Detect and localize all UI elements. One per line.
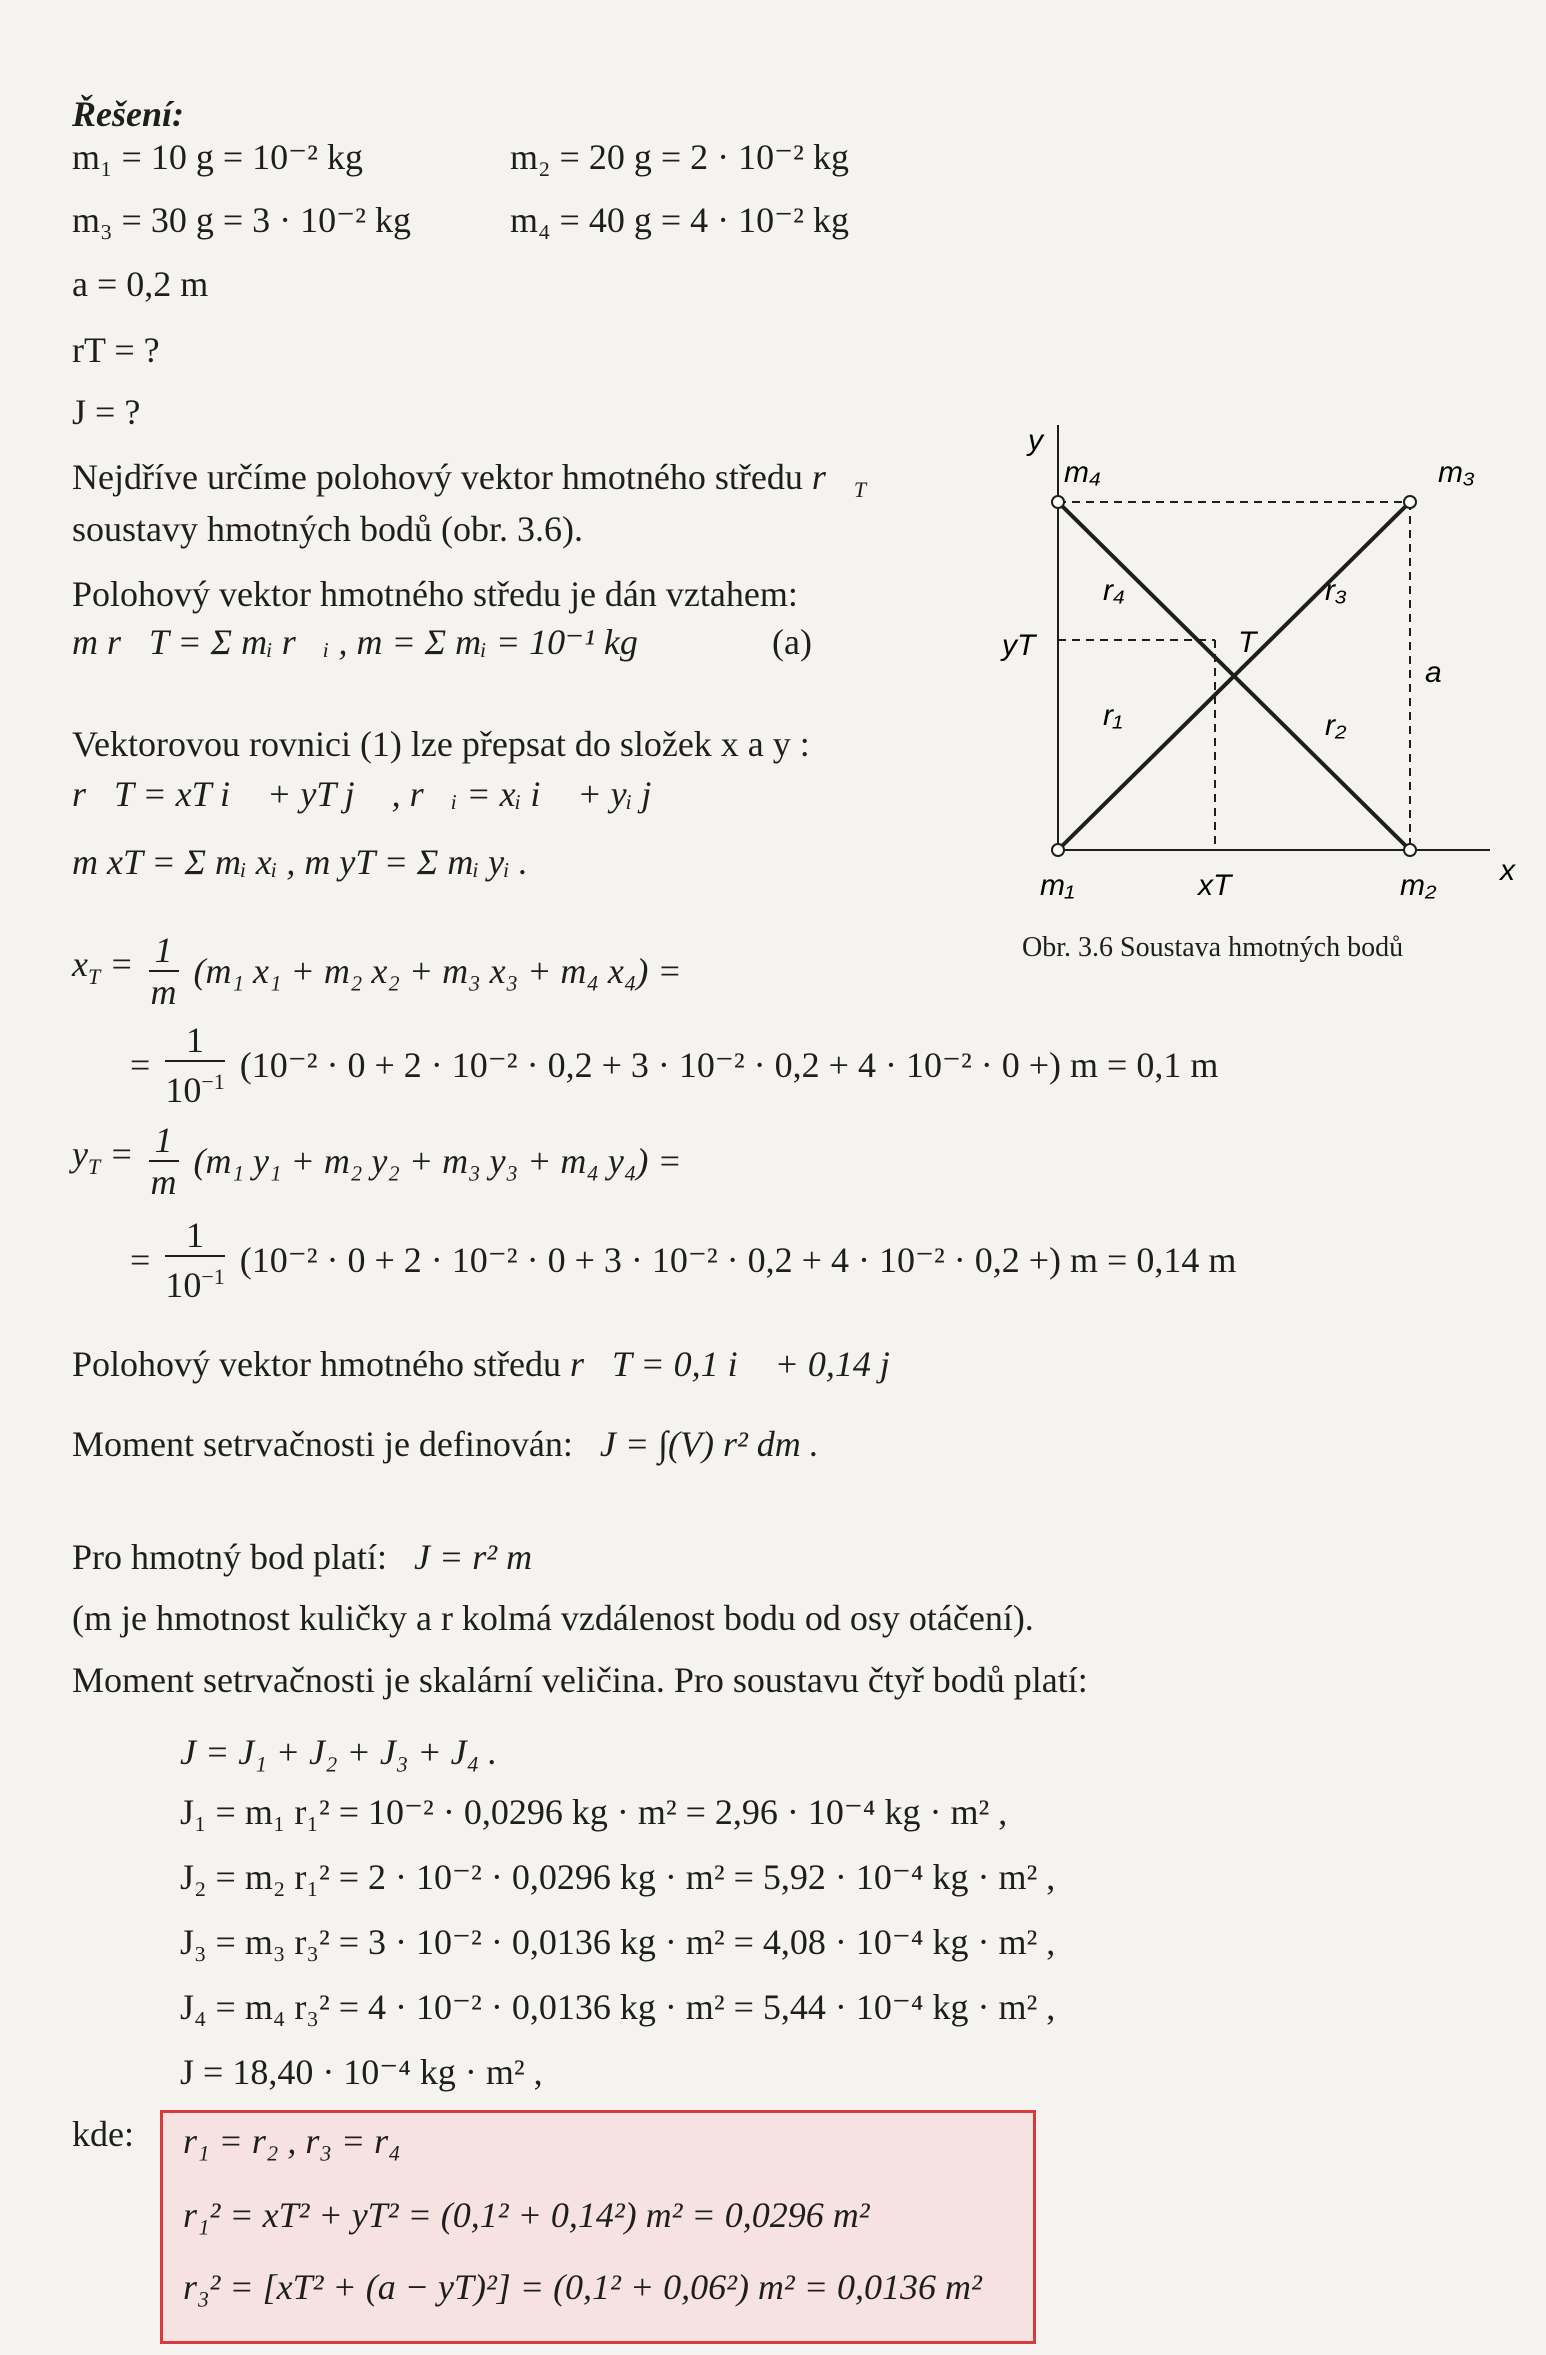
- point-m2: [1404, 844, 1416, 856]
- label-m1: m₁: [1040, 869, 1075, 902]
- equation-yT-definition: $y_T$ = $\frac{1}{m}$ (m₁ y₁ + m₂ y₂ + m₃ y₃ + m₄ y₄) =: [72, 1120, 682, 1202]
- yT-numeric-expression: (10⁻² · 0 + 2 · 10⁻² · 0 + 3 · 10⁻² · 0,2 + 4 · 10⁻² · 0,2 +) m = 0,14 m: [239, 1240, 1237, 1280]
- label-r1: r₁: [1103, 699, 1123, 732]
- given-m3: m₃ = 30 g = 3 · 10⁻² kg: [72, 200, 411, 240]
- label-a: a: [1425, 656, 1442, 689]
- point-mass-formula: J = r² m: [414, 1537, 533, 1577]
- equation-scalar-components: m xT = Σ mᵢ xᵢ , m yT = Σ mᵢ yᵢ .: [72, 842, 528, 882]
- point-m3: [1404, 496, 1416, 508]
- fraction-1-over-10-1: $\frac{1}{10^{-1}}$: [165, 1020, 225, 1110]
- equation-J2: J₂ = m₂ r₁² = 2 · 10⁻² · 0,0296 kg · m² = 5,92 · 10⁻⁴ kg · m² ,: [180, 1857, 1056, 1897]
- unknown-rT: rT = ?: [72, 330, 160, 370]
- paragraph-scalar: Moment setrvačnosti je skalární veličina. Pro soustavu čtyř bodů platí:: [72, 1660, 1088, 1700]
- given-m2: m₂ = 20 g = 2 · 10⁻² kg: [510, 137, 849, 177]
- paragraph-point-mass: [72, 1535, 532, 1579]
- given-a: a = 0,2 m: [72, 264, 209, 304]
- label-r2: r₂: [1325, 709, 1347, 742]
- rT-result-text: Polohový vektor hmotného středu: [72, 1344, 561, 1384]
- point-m1: [1052, 844, 1064, 856]
- rT-result-formula: r⃗T = 0,1 i⃗ + 0,14 j⃗: [569, 1344, 918, 1384]
- label-kde: kde:: [72, 2114, 134, 2154]
- paragraph-components: Vektorovou rovnici (1) lze přepsat do složek x a y :: [72, 724, 810, 764]
- moment-definition-text: Moment setrvačnosti je definován:: [72, 1424, 573, 1464]
- paragraph-intro-line1: Nejdříve určíme polohový vektor hmotného středu $r⃗_T$: [72, 457, 867, 503]
- equation-vector-components: r⃗T = xT i⃗ + yT j⃗ , r⃗ᵢ = xᵢ i⃗ + yᵢ j⃗: [72, 774, 680, 814]
- label-m3: m₃: [1438, 456, 1475, 489]
- fraction-1-over-m: $\frac{1}{m}$: [150, 930, 177, 1012]
- label-r3: r₃: [1325, 574, 1347, 607]
- xT-sum-expression: (m₁ x₁ + m₂ x₂ + m₃ x₃ + m₄ x₄) =: [193, 951, 682, 991]
- equation-J3: J₃ = m₃ r₃² = 3 · 10⁻² · 0,0136 kg · m² = 4,08 · 10⁻⁴ kg · m² ,: [180, 1922, 1056, 1962]
- figure-mass-system: [1000, 410, 1540, 910]
- label-x-axis: x: [1500, 854, 1515, 887]
- given-m1: m₁ = 10 g = 10⁻² kg: [72, 137, 363, 177]
- equation-xT-evaluation: = $\frac{1}{10^{-1}}$ (10⁻² · 0 + 2 · 10⁻² · 0,2 + 3 · 10⁻² · 0,2 + 4 · 10⁻² · 0 +) m = 0,1 m: [130, 1020, 1219, 1110]
- paragraph-intro-line2: soustavy hmotných bodů (obr. 3.6).: [72, 509, 583, 549]
- paragraph-rT-result: [72, 1342, 918, 1386]
- equation-J1: J₁ = m₁ r₁² = 10⁻² · 0,0296 kg · m² = 2,96 · 10⁻⁴ kg · m² ,: [180, 1792, 1008, 1832]
- box-equality: r₁ = r₂ , r₃ = r₄: [183, 2121, 401, 2161]
- point-m4: [1052, 496, 1064, 508]
- highlighted-relations-box: [160, 2110, 1036, 2344]
- given-m4: m₄ = 40 g = 4 · 10⁻² kg: [510, 200, 849, 240]
- equation-a: m r⃗T = Σ mᵢ r⃗ᵢ , m = Σ mᵢ = 10⁻¹ kg: [72, 622, 638, 662]
- solution-heading: Řešení:: [72, 94, 184, 134]
- fraction-1-over-10-1-y: $\frac{1}{10^{-1}}$: [165, 1215, 225, 1305]
- yT-sum-expression: (m₁ y₁ + m₂ y₂ + m₃ y₃ + m₄ y₄) =: [193, 1141, 682, 1181]
- equation-J4: J₄ = m₄ r₃² = 4 · 10⁻² · 0,0136 kg · m² = 5,44 · 10⁻⁴ kg · m² ,: [180, 1987, 1056, 2027]
- fraction-1-over-m-y: $\frac{1}{m}$: [150, 1120, 177, 1202]
- box-r3-squared: r₃² = [xT² + (a − yT)²] = (0,1² + 0,06²) m² = 0,0136 m²: [183, 2267, 982, 2307]
- label-xT: xT: [1198, 869, 1232, 902]
- xT-numeric-expression: (10⁻² · 0 + 2 · 10⁻² · 0,2 + 3 · 10⁻² · 0,2 + 4 · 10⁻² · 0 +) m = 0,1 m: [239, 1045, 1219, 1085]
- paragraph-intro-text: Nejdříve určíme polohový vektor hmotného středu: [72, 457, 803, 497]
- point-mass-text: Pro hmotný bod platí:: [72, 1537, 387, 1577]
- box-r1-squared: r₁² = xT² + yT² = (0,1² + 0,14²) m² = 0,0296 m²: [183, 2195, 870, 2235]
- label-m4: m₄: [1064, 456, 1102, 489]
- paragraph-moment-definition: [72, 1422, 819, 1466]
- label-T: T: [1238, 626, 1257, 659]
- paragraph-position-vector: Polohový vektor hmotného středu je dán vztahem:: [72, 574, 798, 614]
- moment-definition-formula: J = ∫(V) r² dm .: [599, 1424, 819, 1464]
- label-m2: m₂: [1400, 869, 1437, 902]
- equation-J-sum: J = J₁ + J₂ + J₃ + J₄ .: [180, 1732, 498, 1772]
- equation-J-total: J = 18,40 · 10⁻⁴ kg · m² ,: [180, 2052, 543, 2092]
- label-y-axis: y: [1028, 424, 1043, 457]
- unknown-J: J = ?: [72, 392, 141, 432]
- figure-caption: Obr. 3.6 Soustava hmotných bodů: [1022, 932, 1404, 963]
- equation-xT-definition: $x_T$ = $\frac{1}{m}$ (m₁ x₁ + m₂ x₂ + m₃ x₃ + m₄ x₄) =: [72, 930, 682, 1012]
- label-yT: yT: [1002, 629, 1036, 662]
- paragraph-explanation: (m je hmotnost kuličky a r kolmá vzdálenost bodu od osy otáčení).: [72, 1598, 1034, 1638]
- label-r4: r₄: [1103, 574, 1126, 607]
- equation-yT-evaluation: = $\frac{1}{10^{-1}}$ (10⁻² · 0 + 2 · 10⁻² · 0 + 3 · 10⁻² · 0,2 + 4 · 10⁻² · 0,2 +) m = 0,14 m: [130, 1215, 1237, 1305]
- equation-a-label: (a): [772, 622, 812, 662]
